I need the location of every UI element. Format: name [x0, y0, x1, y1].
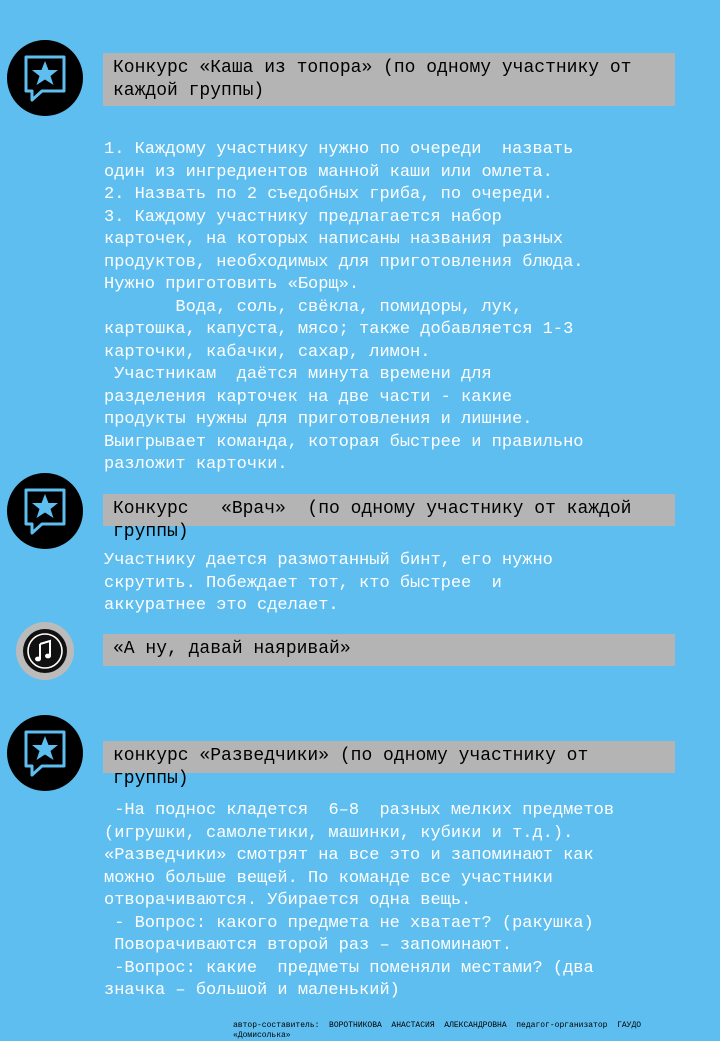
contest-scouts-description: -На поднос кладется 6–8 разных мелких предметов (игрушки, самолетики, машинки, кубики и т.д.). «Разведчики» смотрят на все это и запоминают как можно больше вещей. По команде все участники отворачиваются. Убирается одна вещь. - Вопрос: какого предмета не хватает? (ракушка) Поворачиваются второй раз – запоминают. -Вопрос: какие предметы поменяли местами? (два значка – большой и маленький): [104, 801, 615, 1000]
star-speech-icon: [7, 715, 83, 791]
music-note-icon: [16, 622, 74, 680]
contest-kasha-description: 1. Каждому участнику нужно по очереди назвать один из ингредиентов манной каши или омлета. 2. Назвать по 2 съедобных гриба, по очереди. 3. Каждому участнику предлагается набор карточек, на которых написаны названия разных продуктов, необходимых для приготовления блюда. Нужно приготовить «Борщ». Вода, соль, свёкла, помидоры, лук, картошка, капуста, мясо; также добавляется 1-3 карточки, кабачки, сахар, лимон. Участникам даётся минута времени для разделения карточек на две части - какие продукты нужны для приготовления и лишние. Выигрывает команда, которая быстрее и правильно разложит карточки.: [104, 140, 584, 474]
author-footer: автор-составитель: ВОРОТНИКОВА АНАСТАСИЯ АЛЕКСАНДРОВНА педагог-организатор ГАУДО «Домисолька»: [233, 1021, 642, 1040]
contest-scouts-header: конкурс «Разведчики» (по одному участнику от группы): [103, 741, 675, 773]
star-speech-icon: [7, 40, 83, 116]
song-header: «А ну, давай наяривай»: [103, 634, 675, 666]
contest-kasha-header: Конкурс «Каша из топора» (по одному участнику от каждой группы): [103, 53, 675, 106]
contest-doctor-header: Конкурс «Врач» (по одному участнику от каждой группы): [103, 494, 675, 526]
star-speech-icon: [7, 473, 83, 549]
contest-doctor-description: Участнику дается размотанный бинт, его нужно скрутить. Побеждает тот, кто быстрее и аккуратнее это сделает.: [104, 551, 553, 615]
